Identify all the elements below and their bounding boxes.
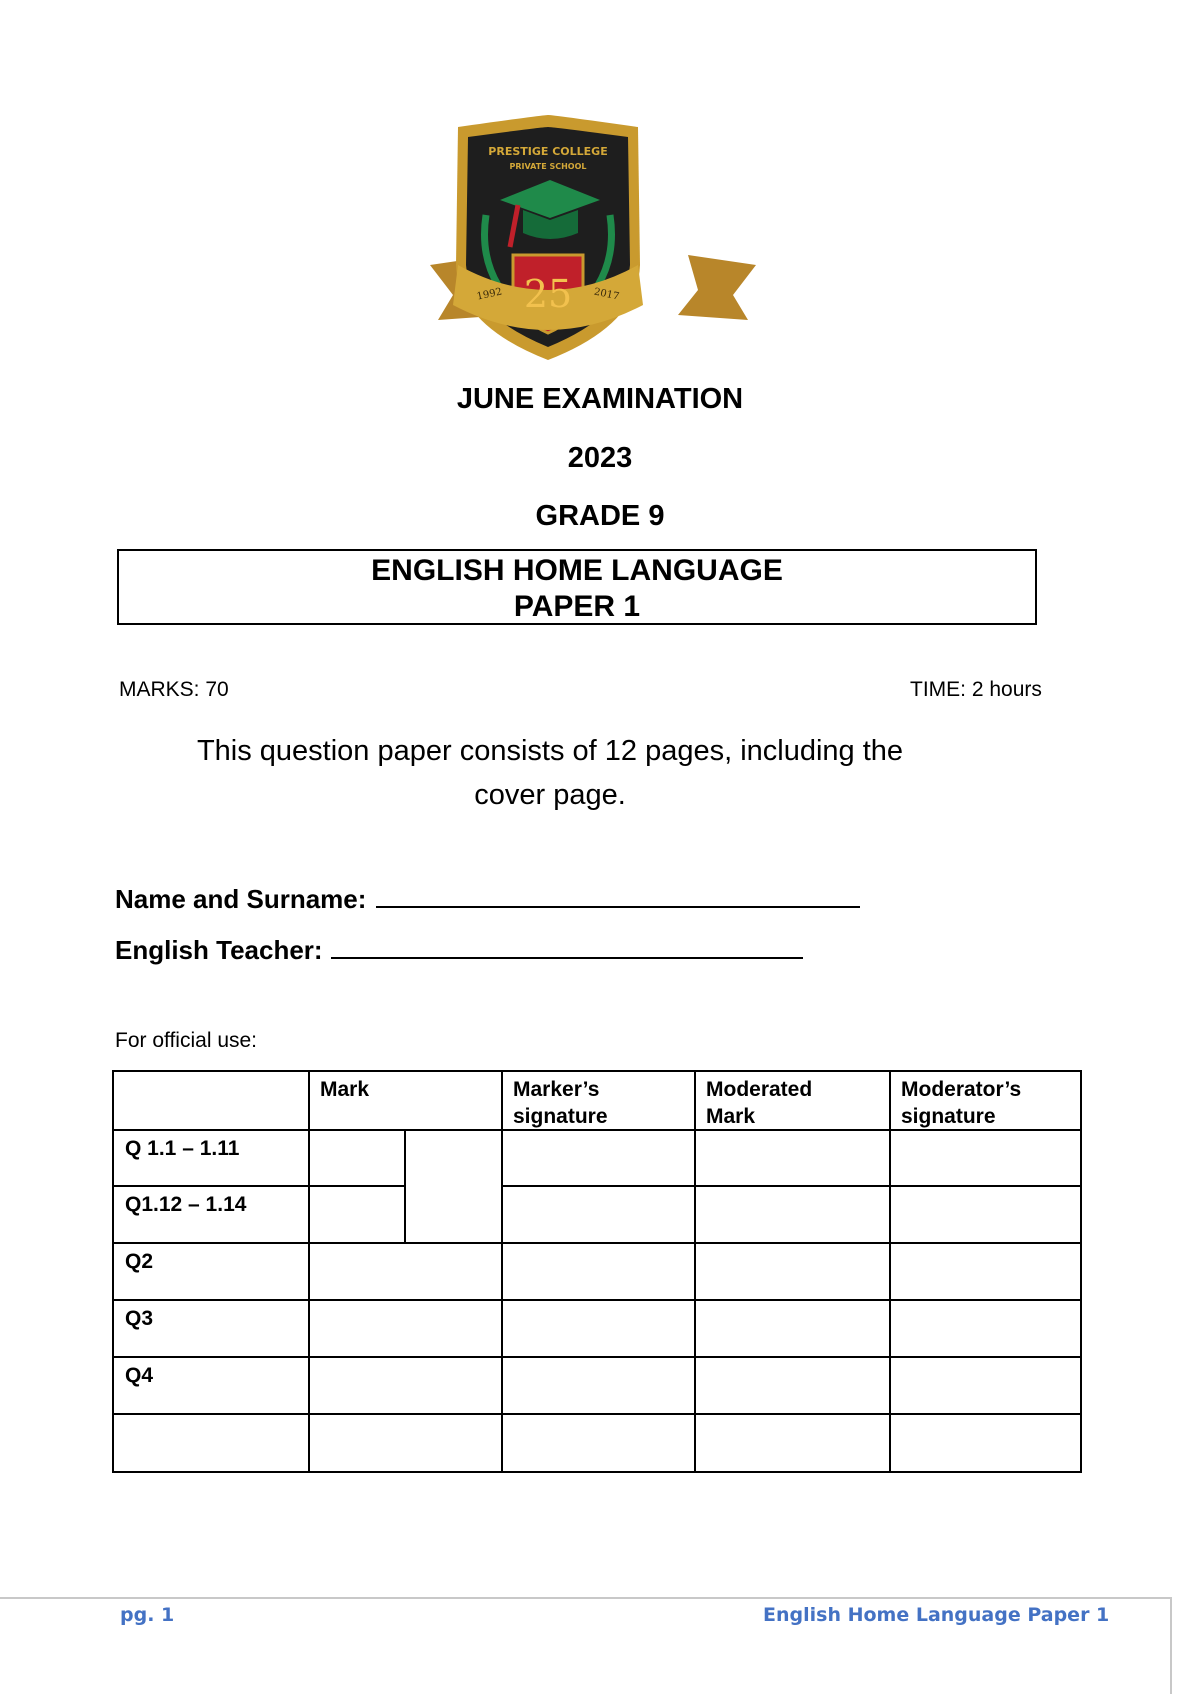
page-count-line-2: cover page. [474,779,626,811]
total-marks: MARKS: 70 [119,678,229,701]
teacher-label: English Teacher: [115,935,323,965]
table-vline [889,1072,891,1471]
table-hline [501,1185,1080,1187]
row-label-q4: Q4 [125,1364,154,1387]
row-label-q1-12: Q1.12 – 1.14 [125,1193,247,1216]
footer-page-number: pg. 1 [120,1604,175,1626]
name-label: Name and Surname: [115,884,367,914]
crest-text-25: 25 [523,272,573,316]
crest-text-2017: 2017 [592,286,621,303]
exam-year: 2023 [567,442,633,474]
table-vline [694,1072,696,1471]
row-label-q2: Q2 [125,1250,154,1273]
page-count-line-1: This question paper consists of 12 pages, including the [196,735,904,767]
footer-paper-title: English Home Language Paper 1 [763,1604,1110,1626]
crest-text-college: PRESTIGE COLLEGE [488,145,608,158]
time-allowed: TIME: 2 hours [910,678,1042,701]
name-field-row [115,880,860,915]
page-count-note [140,729,960,817]
header-moderated-mark: Moderated Mark [706,1078,813,1128]
official-use-table [112,1070,1082,1473]
table-vline [501,1072,503,1471]
crest-text-1992: 1992 [475,286,504,303]
header-mark: Mark [320,1078,370,1101]
name-input-line[interactable] [376,880,860,908]
school-crest-logo [428,115,758,365]
row-label-q1-1: Q 1.1 – 1.11 [125,1137,240,1160]
table-vline [404,1129,406,1242]
header-moderator-signature: Moderator’s signature [901,1078,1022,1128]
table-hline [114,1413,1080,1415]
table-vline [308,1072,310,1471]
header-marker-signature: Marker’s signature [513,1078,608,1128]
subject-box [117,549,1037,625]
teacher-input-line[interactable] [331,931,803,959]
crest-ribbon-right [678,255,756,320]
subject-paper: PAPER 1 [513,590,641,623]
exam-grade: GRADE 9 [535,500,665,532]
exam-title: JUNE EXAMINATION [456,383,744,415]
crest-text-school: PRIVATE SCHOOL [509,162,587,171]
teacher-field-row [115,931,803,966]
official-use-label: For official use: [115,1029,258,1052]
row-label-q3: Q3 [125,1307,154,1330]
subject-title: ENGLISH HOME LANGUAGE [371,554,783,587]
